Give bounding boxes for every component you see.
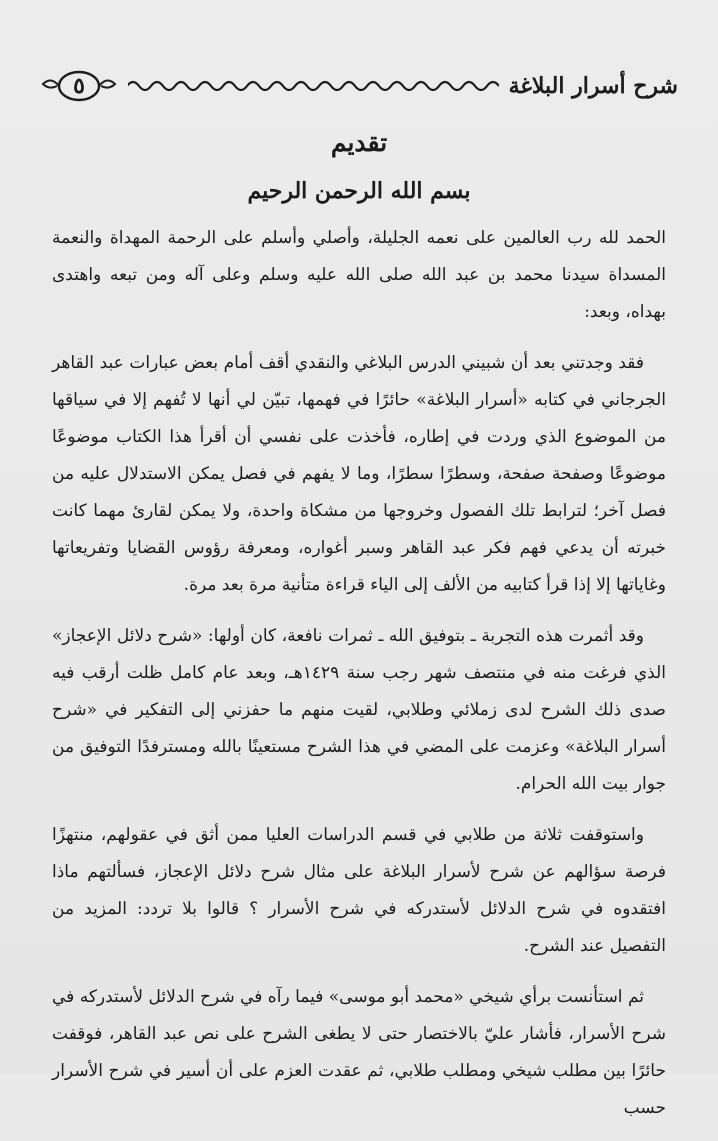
page-number-badge xyxy=(40,69,118,103)
paragraph: الحمد لله رب العالمين على نعمه الجليلة، وأصلي وأسلم على الرحمة المهداة والنعمة المسداة سيدنا محمد بن عبد الله صلى الله عليه وسلم وعلى آله ومن تبعه واهتدى بهداه، وبعد: xyxy=(52,228,666,322)
ornament-pattern xyxy=(128,77,499,95)
paragraph: واستوقفت ثلاثة من طلابي في قسم الدراسات العليا ممن أثق في عقولهم، منتهزًا فرصة سؤالهم عن شرح لأسرار البلاغة على مثال شرح دلائل الإعجاز، فسألتهم ماذا افتقدوه في شرح الدلائل لأستدركه في شرح الأسرار ؟ قالوا بلا تردد: المزيد من التفصيل عند الشرح. xyxy=(52,825,666,956)
running-title: شرح أسرار البلاغة xyxy=(508,73,678,99)
page-number: ٥ xyxy=(73,73,85,99)
paragraph: ثم استأنست برأي شيخي «محمد أبو موسى» فيما رآه في شرح الدلائل لأستدركه في شرح الأسرار، فأشار عليّ بالاختصار حتى لا يطغى الشرح على نص عبد القاهر، فوقفت حائرًا بين مطلب شيخي ومطلب طلابي، ثم عقدت العزم على أن أسير في شرح الأسرار حسب xyxy=(52,987,666,1118)
body-text xyxy=(52,220,666,1141)
header-ornament-rule xyxy=(128,77,499,95)
paragraph: فقد وجدتني بعد أن شبيني الدرس البلاغي والنقدي أقف أمام بعض عبارات عبد القاهر الجرجاني في كتابه «أسرار البلاغة» حائرًا في فهمها، تبيّن لي أنها لا تُفهم إلا في سياقها من الموضوع الذي وردت في إطاره، فأخذت على نفسي أن أقرأ هذا الكتاب موضوعًا موضوعًا وصفحة صفحة، وسطرًا سطرًا، وما لا يفهم في فصل يمكن الاستدلال عليه من فصل آخر؛ لترابط تلك الفصول وخروجها من مشكاة واحدة، ولا يمكن لقارئ مهما كانت خبرته أن يدعي فهم فكر عبد القاهر وسبر أغواره، ومعرفة رؤوس القضايا وتفريعاتها وغاياتها إلا إذا قرأ كتابيه من الألف إلى الياء قراءة متأنية مرة بعد مرة. xyxy=(52,353,666,595)
page-header xyxy=(40,66,678,106)
paragraph: وقد أثمرت هذه التجربة ـ بتوفيق الله ـ ثمرات نافعة، كان أولها: «شرح دلائل الإعجاز» الذي فرغت منه في منتصف شهر رجب سنة ١٤٢٩هـ، وبعد عام كامل ظلت أرقب فيه صدى ذلك الشرح لدى زملائي وطلابي، لقيت منهم ما حفزني إلى التفكير في «شرح أسرار البلاغة» وعزمت على المضي في هذا الشرح مستعينًا بالله ومسترفدًا التوفيق من جوار بيت الله الحرام. xyxy=(52,626,666,794)
section-title: تقديم xyxy=(330,128,388,157)
basmala-heading: بسم الله الرحمن الرحيم xyxy=(247,178,471,204)
